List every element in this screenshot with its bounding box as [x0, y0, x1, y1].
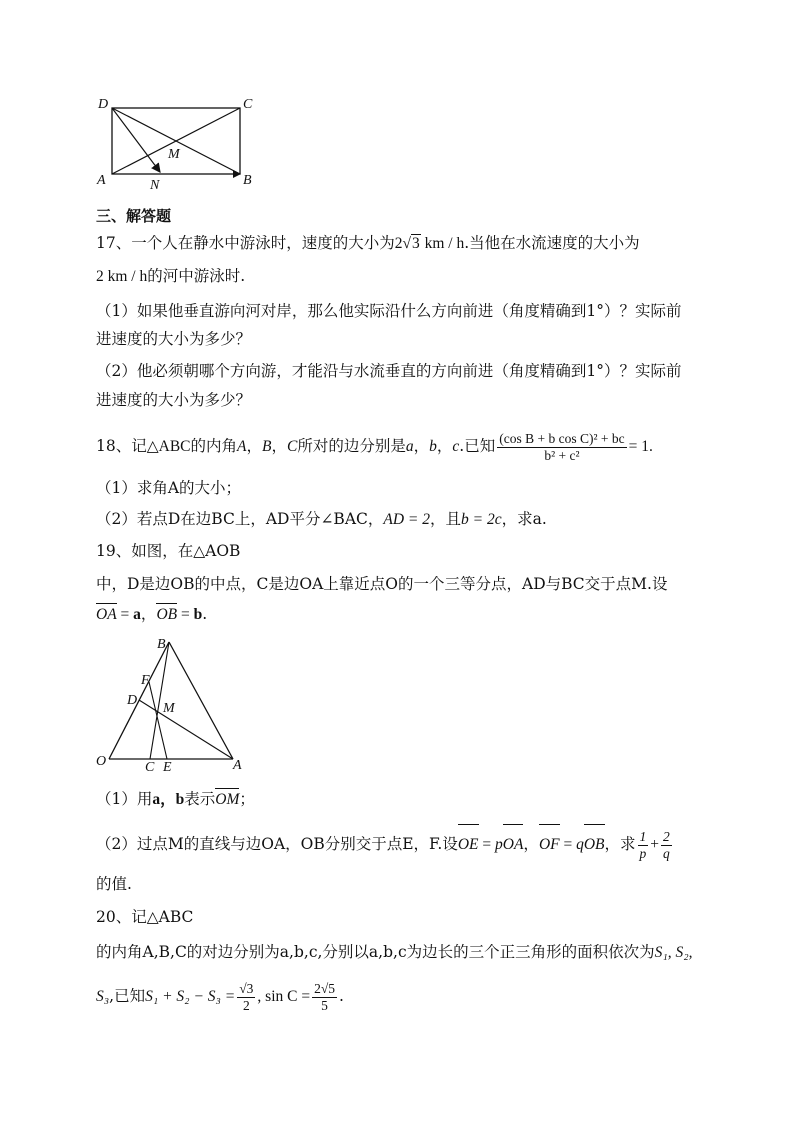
- label-m2: M: [163, 701, 175, 716]
- label-o: O: [96, 754, 107, 769]
- q17-part2-line2: 进速度的大小为多少？: [96, 391, 252, 409]
- label-c: C: [243, 97, 253, 112]
- q18-side-a: a: [405, 438, 414, 455]
- label-a2: A: [233, 758, 242, 772]
- q18-side-c: c: [452, 438, 460, 455]
- q18-prefix: 18、记: [96, 437, 147, 455]
- q18-mid1: 的内角: [190, 437, 238, 455]
- q17-line1: [96, 232, 640, 255]
- frac-2sqrt5-over-5: $\frac{2√5}{5}$: [314, 980, 336, 1013]
- q19-line1: 19、如图，在△AOB: [96, 542, 241, 560]
- vector-b: b: [193, 606, 203, 623]
- label-d: D: [98, 97, 109, 112]
- q17-river-speed: 2 km / h: [96, 268, 148, 285]
- vector-oa: OA: [96, 604, 117, 626]
- segment-ad: [139, 700, 233, 759]
- q20-line1: 20、记△ABC: [96, 908, 194, 926]
- q18-angle-c: C: [287, 438, 298, 455]
- q17-speed: 2√3 km / h: [394, 235, 465, 252]
- label-b2: B: [157, 637, 166, 652]
- frac-sqrt3-over-2: $\frac{√3}{2}$: [239, 980, 254, 1013]
- vector-a: a: [133, 606, 141, 623]
- rectangle-figure: [92, 92, 262, 192]
- section-title: 三、解答题: [96, 207, 172, 225]
- q18-part1: （1）求角A的大小；: [96, 479, 242, 497]
- triangle-figure: [92, 632, 252, 772]
- q18-angle-a: A: [237, 438, 247, 455]
- q18-side-b: b: [429, 438, 437, 455]
- q18-equals: = 1.: [628, 438, 653, 455]
- label-d2: D: [127, 693, 138, 708]
- side-ba: [169, 642, 233, 759]
- q19-line2: 中，D是边OB的中点，C是边OA上靠近点O的一个三等分点，AD与BC交于点M.设: [96, 575, 668, 593]
- label-a: A: [97, 173, 106, 188]
- vector-ob: OB: [156, 604, 177, 626]
- frac-1-over-p: $\frac{1}{p}$: [639, 828, 647, 861]
- frac-2-over-q: $\frac{2}{q}$: [663, 828, 670, 861]
- q20-line2: 的内角A,B,C的对边分别为a,b,c,分别以a,b,c为边长的三个正三角形的面积依次为S₁, S₂,: [96, 943, 693, 961]
- label-f: F: [141, 673, 150, 688]
- q18-angle-b: B: [262, 438, 272, 455]
- label-n: N: [150, 178, 160, 192]
- q17-part1-line2: 进速度的大小为多少？: [96, 330, 252, 348]
- q17-part1-line1: （1）如果他垂直游向河对岸，那么他实际沿什么方向前进（角度精确到1°）？实际前: [96, 302, 682, 320]
- q19-part1: （1）用a，b表示OM；: [96, 788, 255, 811]
- q18-stem: 18、记△ABC的内角A，B，C所对的边分别是a，b，c.已知 $\frac{\text{(cos B + b cos C)² + bc}}{\text{b² + c²}}$ = 1.: [96, 430, 653, 463]
- label-e: E: [163, 760, 172, 772]
- q17-line2: [96, 265, 245, 288]
- q17-line2-suffix: 的河中游泳时.: [147, 267, 246, 285]
- q17-line1-suffix: .当他在水流速度的大小为: [464, 234, 640, 252]
- q17-line1-prefix: 17、一个人在静水中游泳时，速度的大小为: [96, 234, 395, 252]
- q18-mid2: 所对的边分别是: [297, 437, 406, 455]
- label-b: B: [243, 173, 252, 188]
- vector-om: OM: [215, 789, 239, 811]
- q18-part2: （2）若点D在边BC上，AD平分∠BAC，AD = 2，且b = 2c，求a.: [96, 510, 547, 528]
- q18-known: .已知: [459, 437, 496, 455]
- arrow-dn: [112, 108, 160, 172]
- q19-vectors: OA = a，OB = b.: [96, 603, 207, 626]
- label-c2: C: [145, 760, 155, 772]
- q17-part2-line1: （2）他必须朝哪个方向游，才能沿与水流垂直的方向前进（角度精确到1°）？实际前: [96, 362, 682, 380]
- label-m: M: [168, 147, 180, 162]
- q18-fraction: $\frac{\text{(cos B + b cos C)² + bc}}{\text{b² + c²}}$: [499, 430, 625, 463]
- q19-part2-end: 的值.: [96, 875, 132, 893]
- q20-line3: S₃,已知S₁ + S₂ − S₃ = $\frac{√3}{2}$ , sin C = $\frac{2√5}{5}$ .: [96, 980, 344, 1013]
- q19-part2: （2）过点M的直线与边OA，OB分别交于点E，F.设OE = pOA，OF = qOB，求 $\frac{1}{p}$ + $\frac{2}{q}$: [96, 824, 674, 864]
- q18-triangle: △ABC: [146, 438, 191, 455]
